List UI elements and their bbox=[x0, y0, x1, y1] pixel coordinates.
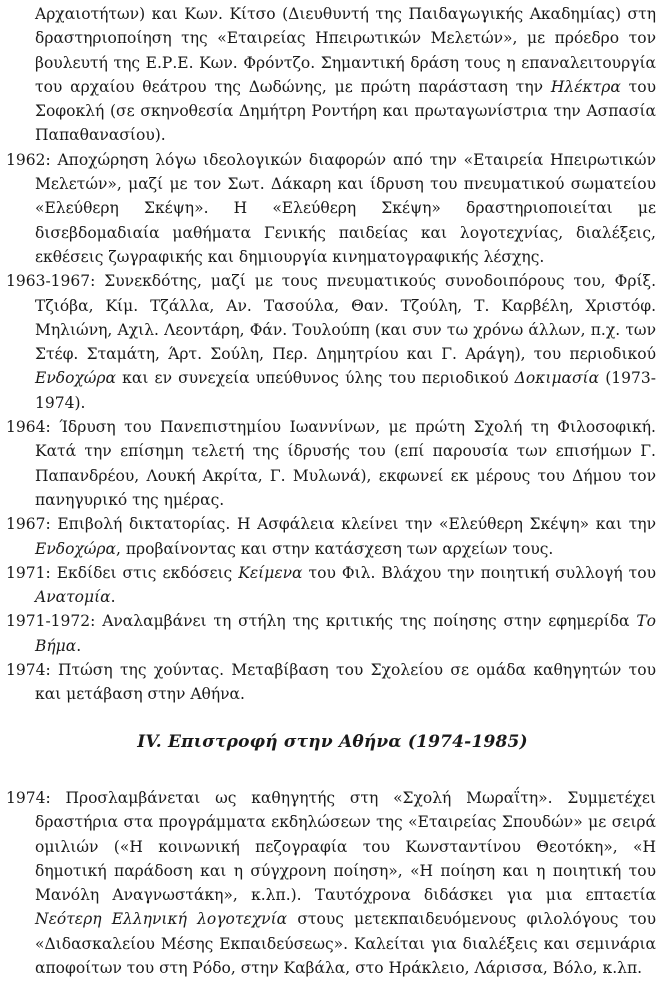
entry-1974-athens bbox=[6, 786, 656, 980]
entry-italic: Κείμενα bbox=[238, 563, 303, 582]
entry-year: 1967: bbox=[6, 515, 51, 534]
intro-text-end: του Σοφοκλή (σε σκηνοθεσία Δημήτρη Ροντήρη και πρωταγωνίστρια την Ασπασία Παπαθανασίου). bbox=[35, 77, 656, 145]
entry-italic: Δοκιμασία bbox=[514, 369, 600, 388]
section-iv-block bbox=[6, 786, 656, 980]
entry-year: 1964: bbox=[6, 418, 51, 437]
entry-text: . bbox=[110, 588, 116, 607]
entry-1962 bbox=[6, 148, 656, 269]
entry-year: 1974: bbox=[6, 661, 51, 680]
entry-text: Αποχώρηση λόγω ιδεολογικών διαφορών από την «Εταιρεία Ηπειρωτικών Μελετών», μαζί με τον Σωτ. Δάκαρη και ίδρυση του πνευματικού σωματείου «Ελεύθερη Σκέψη». Η «Ελεύθερη Σκέψη» δραστηριοποιείται με δισεβδομαδιαία μαθήματα Γενικής παιδείας και λογοτεχνίας, διαλέξεις, εκθέσεις ζωγραφικής και δημιουργία κινηματογραφικής λέσχης. bbox=[35, 150, 656, 266]
entry-italic: Ανατομία bbox=[35, 588, 111, 607]
chronology-block bbox=[6, 2, 656, 707]
entry-1964 bbox=[6, 415, 656, 512]
intro-title-italic: Ηλέκτρα bbox=[550, 77, 621, 96]
entry-1971 bbox=[6, 561, 656, 610]
entry-text: Εκδίδει στις εκδόσεις bbox=[50, 563, 239, 582]
entry-1974 bbox=[6, 658, 656, 707]
entry-text: . bbox=[76, 636, 82, 655]
entry-italic: Το Βήμα bbox=[35, 612, 656, 655]
entry-1967 bbox=[6, 512, 656, 561]
entry-text: Επιβολή δικτατορίας. Η Ασφάλεια κλείνει την «Ελεύθερη Σκέψη» και την bbox=[50, 515, 656, 534]
entry-text: Αναλαμβάνει τη στήλη της κριτικής της ποίησης στην εφημερίδα bbox=[95, 612, 637, 631]
entry-year: 1971: bbox=[6, 563, 51, 582]
entry-text: , προβαίνοντας και στην κατάσχεση των αρχείων τους. bbox=[116, 539, 554, 558]
entry-year: 1971-1972: bbox=[6, 612, 96, 631]
entry-year: 1963-1967: bbox=[6, 272, 96, 291]
section-heading: IV. Επιστροφή στην Αθήνα (1974-1985) bbox=[137, 732, 528, 752]
entry-text: και εν συνεχεία υπεύθυνος ύλης του περιοδικού bbox=[116, 369, 515, 388]
entry-1971-1972 bbox=[6, 609, 656, 658]
entry-1963-1967 bbox=[6, 269, 656, 415]
entry-italic: Ενδοχώρα bbox=[35, 369, 117, 388]
entry-italic: Ενδοχώρα bbox=[35, 539, 117, 558]
intro-text: Αρχαιοτήτων) και Κων. Κίτσο (Διευθυντή της Παιδαγωγικής Ακαδημίας) στη δραστηριοποίηση της «Εταιρείας Ηπειρωτικών Μελετών», με πρόεδρο τον βουλευτή της Ε.Ρ.Ε. Κων. Φρόντζο. Σημαντική δράση τους η επαναλειτουργία του αρχαίου θεάτρου της Δωδώνης, με πρώτη παράσταση την bbox=[35, 5, 656, 96]
entry-italic: Νεότερη Ελληνική λογοτεχνία bbox=[35, 910, 288, 929]
entry-text: Προσλαμβάνεται ως καθηγητής στη «Σχολή Μωραΐτη». Συμμετέχει δραστήρια στα προγράμματα εκδηλώσεων της «Εταιρείας Σπουδών» με σειρά ομιλιών («Η κοινωνική πεζογραφία του Κωνσταντίνου Θεοτόκη», «Η δημοτική παράδοση και η σύγχρονη ποίηση», «Η ποίηση και η ποιητική του Μανόλη Αναγνωστάκη», κ.λπ.). Ταυτόχρονα διδάσκει για μια επταετία bbox=[35, 789, 656, 905]
entry-text: Ίδρυση του Πανεπιστημίου Ιωαννίνων, με πρώτη Σχολή τη Φιλοσοφική. Κατά την επίσημη τελετή της ίδρυσής του (επί παρουσία των επισήμων Γ. Παπανδρέου, Λουκή Ακρίτα, Γ. Μυλωνά), εκφωνεί εκ μέρους του Δήμου τον πανηγυρικό της ημέρας. bbox=[35, 418, 656, 509]
entry-year: 1962: bbox=[6, 150, 51, 169]
intro-paragraph bbox=[6, 2, 656, 148]
entry-text: Συνεκδότης, μαζί με τους πνευματικούς συνοδοιπόρους του, Φρίξ. Τζιόβα, Κίμ. Τζάλλα, Αν. Τασούλα, Θαν. Τζούλη, Τ. Καρβέλη, Χριστόφ. Μηλιώνη, Αχιλ. Λεοντάρη, Φάν. Τουλούπη (και συν τω χρόνω άλλων, π.χ. των Στέφ. Σταμάτη, Άρτ. Σούλη, Περ. Δημητρίου και Γ. Αράγη), του περιοδικού bbox=[35, 272, 656, 364]
entry-text: του Φιλ. Βλάχου την ποιητική συλλογή του bbox=[302, 563, 656, 582]
entry-text: στους μετεκπαιδευόμενους φιλολόγους του «Διδασκαλείου Μέσης Εκπαιδεύσεως». Καλείται για διαλέξεις και σεμινάρια αποφοίτων του στη Ρόδο, στην Καβάλα, στο Ηράκλειο, Λάρισσα, Βόλο, κ.λπ. bbox=[35, 910, 657, 978]
entry-text: (1973-1974). bbox=[35, 369, 656, 412]
entry-text: Πτώση της χούντας. Μεταβίβαση του Σχολείου σε ομάδα καθηγητών του και μετάβαση στην Αθήνα. bbox=[35, 661, 656, 704]
entry-year: 1974: bbox=[6, 789, 51, 807]
